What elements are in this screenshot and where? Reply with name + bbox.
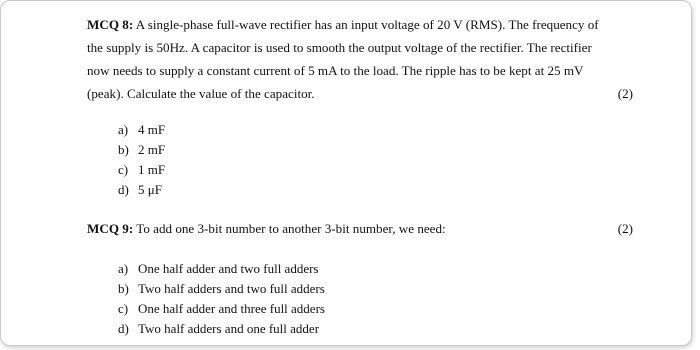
question-text: now needs to supply a constant current of 5 mA to the load. The ripple has to be kept at 25 mV: [87, 63, 584, 78]
option-letter: d): [118, 321, 129, 336]
option-text: 5 μF: [138, 182, 162, 197]
question-text: the supply is 50Hz. A capacitor is used to smooth the output voltage of the rectifier. The rectifier: [87, 40, 592, 55]
option-d: [118, 319, 325, 339]
option-d: [118, 180, 165, 200]
option-text: 2 mF: [138, 142, 166, 157]
option-a: [118, 120, 165, 140]
option-b: [118, 140, 165, 160]
question-label: MCQ 8:: [87, 17, 134, 32]
option-letter: d): [118, 182, 129, 197]
option-c: [118, 299, 325, 319]
question-line: [87, 82, 647, 105]
option-text: 1 mF: [138, 162, 166, 177]
option-letter: a): [118, 122, 129, 137]
question-line: [87, 36, 647, 59]
marks-label: (2): [617, 86, 633, 101]
option-text: Two half adders and one full adder: [138, 321, 320, 336]
question-line: [87, 13, 647, 36]
question-label: MCQ 9:: [87, 221, 134, 236]
question-text: To add one 3-bit number to another 3-bit number, we need:: [136, 221, 446, 236]
marks-label: (2): [617, 221, 633, 236]
question-line: [87, 217, 647, 240]
option-letter: c): [118, 301, 129, 316]
option-a: [118, 259, 325, 279]
option-letter: b): [118, 281, 129, 296]
options-list-mcq8: [118, 120, 165, 200]
option-letter: b): [118, 142, 129, 157]
question-text: (peak). Calculate the value of the capacitor.: [87, 86, 315, 101]
option-b: [118, 279, 325, 299]
option-c: [118, 160, 165, 180]
question-mcq8: [87, 13, 647, 105]
option-text: One half adder and two full adders: [138, 261, 319, 276]
options-list-mcq9: [118, 259, 325, 339]
option-text: One half adder and three full adders: [138, 301, 325, 316]
option-letter: c): [118, 162, 129, 177]
option-text: 4 mF: [138, 122, 166, 137]
option-letter: a): [118, 261, 129, 276]
question-text: A single-phase full-wave rectifier has an input voltage of 20 V (RMS). The frequency of: [135, 17, 599, 32]
question-mcq9: [87, 217, 647, 240]
question-line: [87, 59, 647, 82]
option-text: Two half adders and two full adders: [138, 281, 325, 296]
